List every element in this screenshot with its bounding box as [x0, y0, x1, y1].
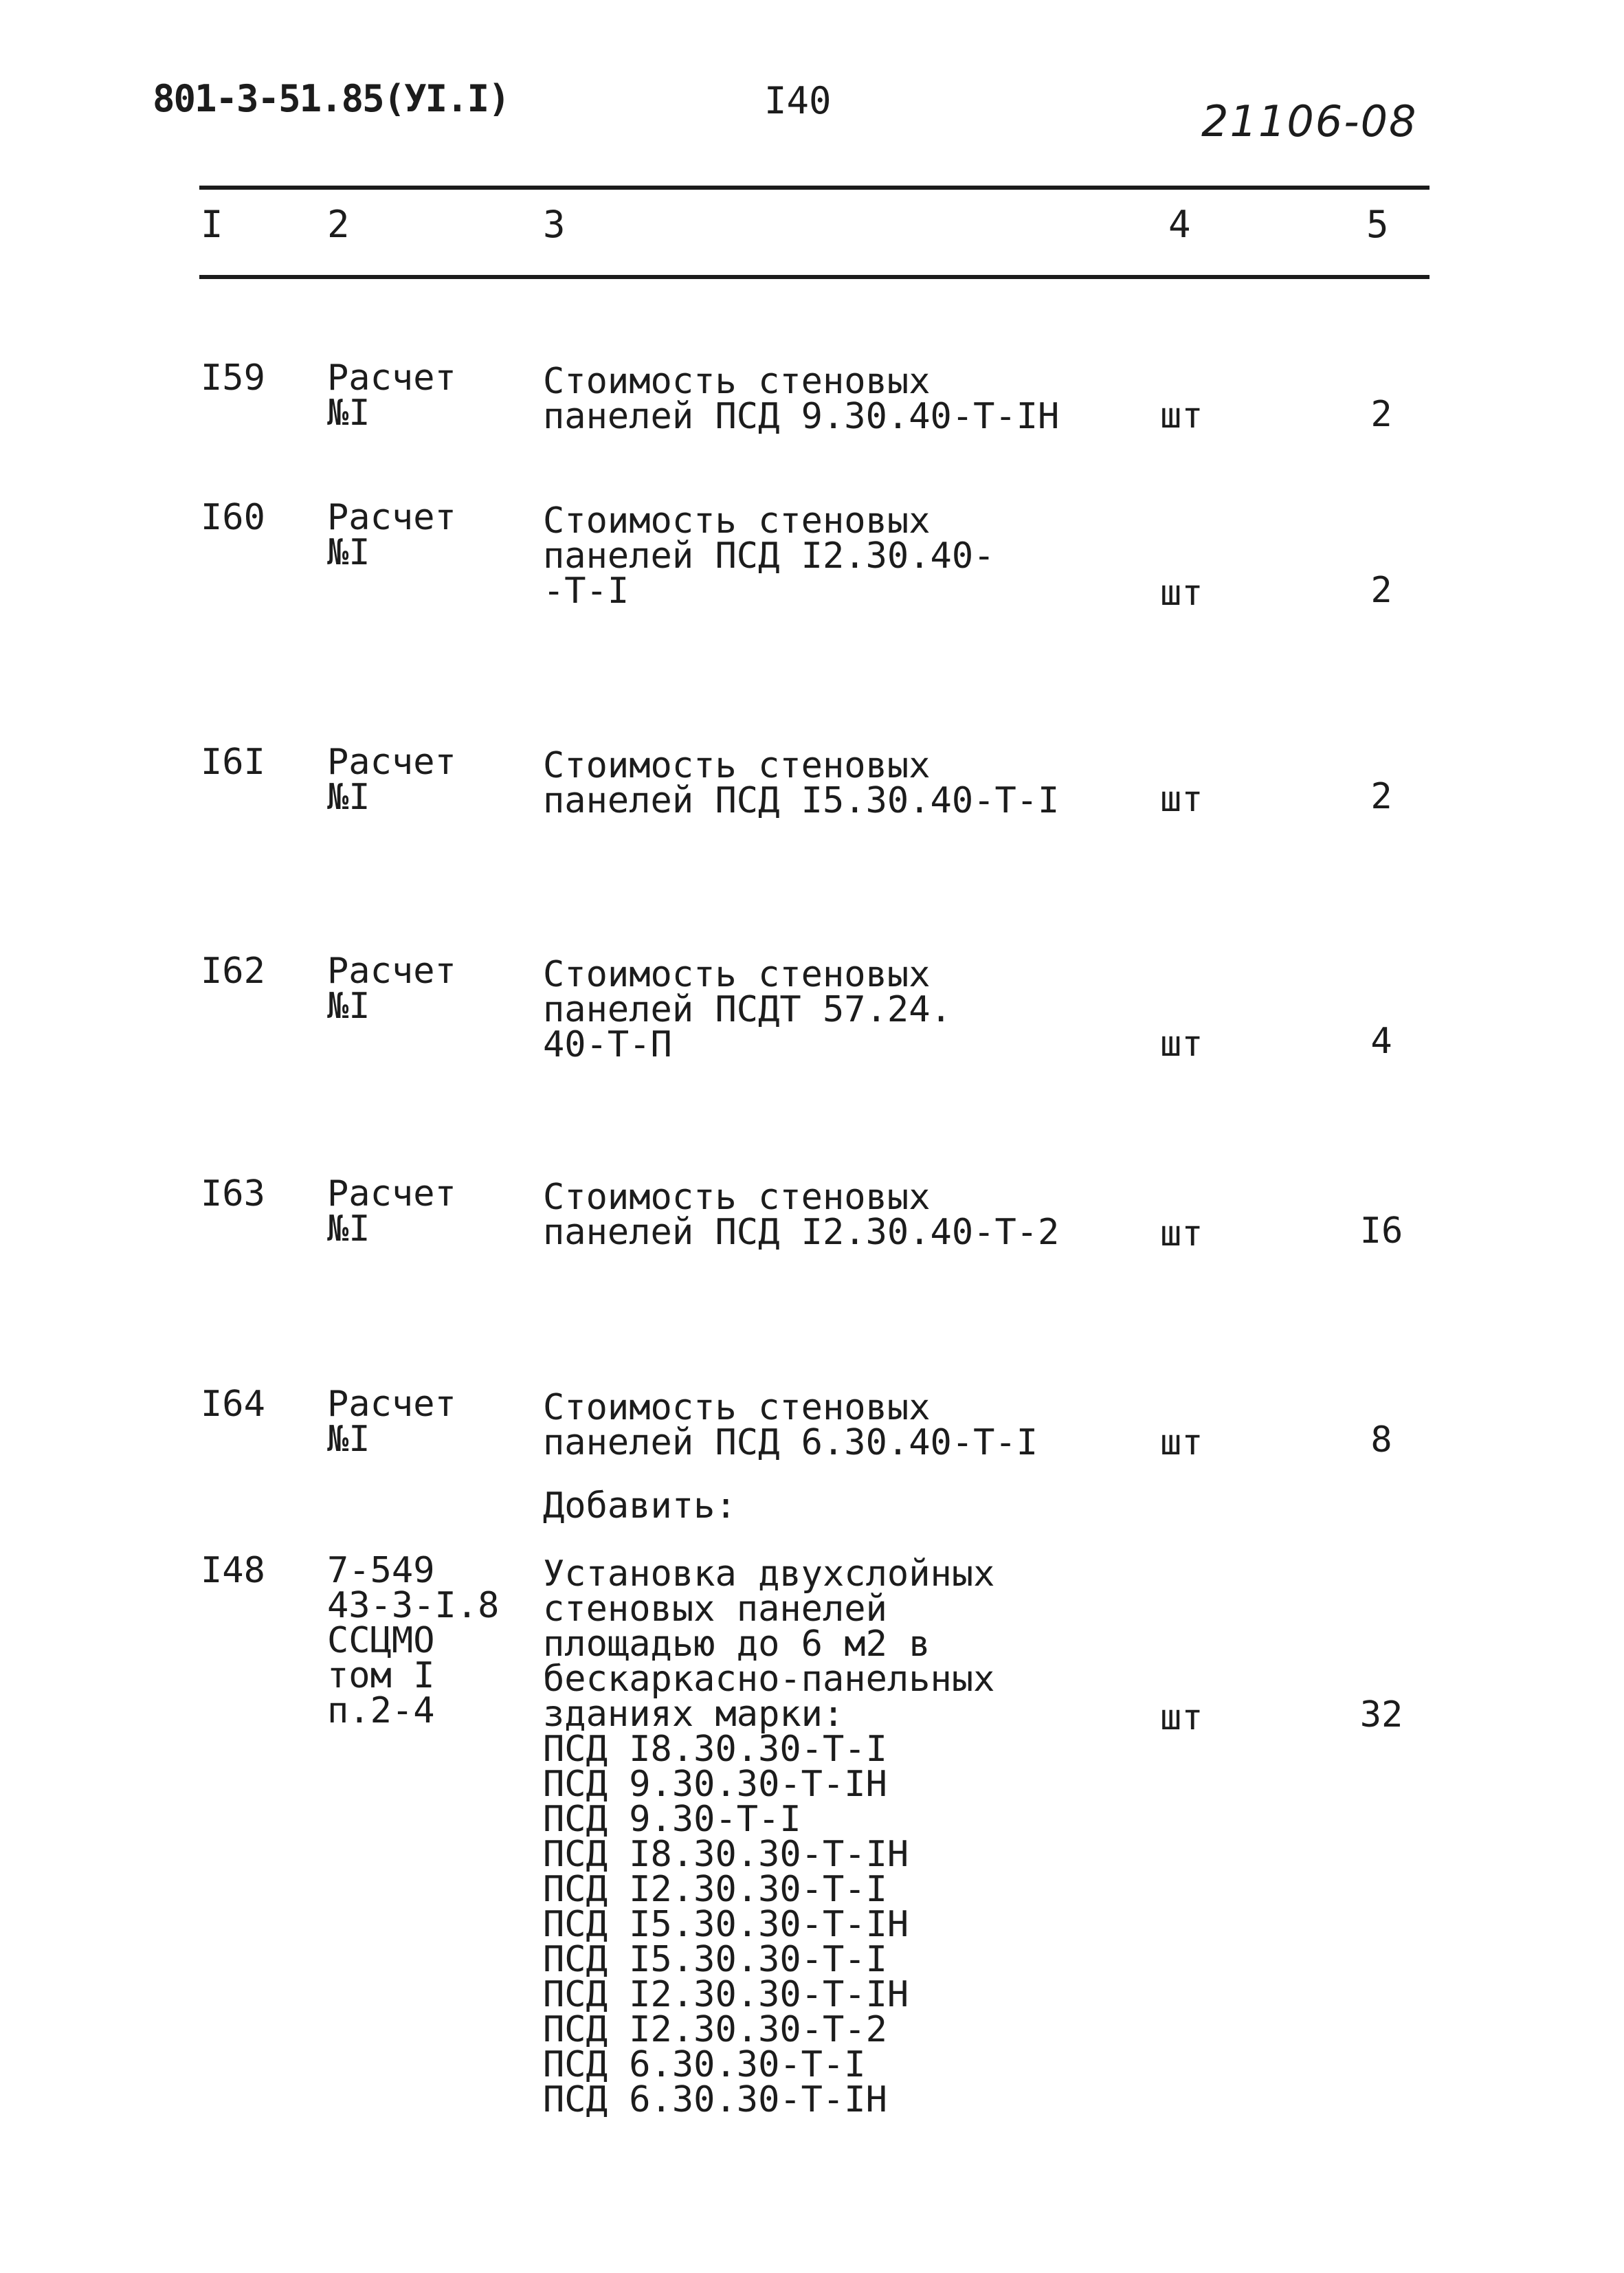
row-unit: шт — [1160, 573, 1203, 614]
column-header-3: 3 — [543, 203, 566, 246]
row-description: Стоимость стеновых панелей ПСД 6.30.40-Т-I — [543, 1387, 1038, 1463]
row-description: Стоимость стеновых панелей ПСДТ 57.24. 40-Т-П — [543, 954, 952, 1065]
row-number: I64 — [201, 1384, 265, 1425]
row-number: I60 — [201, 497, 265, 538]
row-unit: шт — [1160, 1213, 1203, 1254]
row-quantity: 32 — [1359, 1694, 1403, 1736]
row-quantity: 2 — [1370, 776, 1392, 817]
row-unit: шт — [1160, 1023, 1203, 1065]
row-unit: шт — [1160, 1697, 1203, 1738]
document-code: 801-3-51.85(УI.I) — [153, 77, 509, 120]
column-header-1: I — [201, 203, 223, 246]
row-description: Стоимость стеновых панелей ПСД I2.30.40-Т-2 — [543, 1177, 1060, 1253]
row-quantity: 2 — [1370, 394, 1392, 435]
row-description: Стоимость стеновых панелей ПСД I2.30.40- -Т-I — [543, 500, 995, 612]
row-reference: Расчет №I — [327, 497, 456, 573]
archive-number: 21106-08 — [1201, 96, 1418, 146]
row-reference: Расчет №I — [327, 1384, 456, 1460]
row-unit: шт — [1160, 395, 1203, 436]
table-header-rule — [199, 275, 1430, 279]
row-quantity: 4 — [1370, 1021, 1392, 1062]
table-top-rule — [199, 186, 1430, 190]
column-header-2: 2 — [327, 203, 350, 246]
row-unit: шт — [1160, 1422, 1203, 1463]
row-reference: Расчет №I — [327, 357, 456, 434]
row-quantity: 8 — [1370, 1419, 1392, 1461]
column-header-4: 4 — [1168, 203, 1191, 246]
row-reference: Расчет №I — [327, 951, 456, 1027]
add-section-label: Добавить: — [543, 1485, 737, 1527]
row-number: I62 — [201, 951, 265, 992]
row-number: I59 — [201, 357, 265, 399]
row-reference: 7-549 43-3-I.8 ССЦМО том I п.2-4 — [327, 1550, 500, 1731]
row-number: I63 — [201, 1173, 265, 1215]
row-reference: Расчет №I — [327, 742, 456, 818]
row-number: I6I — [201, 742, 265, 783]
row-description: Стоимость стеновых панелей ПСД I5.30.40-Т-I — [543, 745, 1060, 821]
page-number: I40 — [764, 79, 832, 122]
row-number: I48 — [201, 1550, 265, 1591]
row-unit: шт — [1160, 779, 1203, 820]
row-quantity: 2 — [1370, 570, 1392, 611]
row-description: Стоимость стеновых панелей ПСД 9.30.40-Т-IН — [543, 361, 1060, 437]
row-description: Установка двухслойных стеновых панелей площадью до 6 м2 в бескаркасно-панельных зданиях марки: ПСД I8.30.30-Т-I ПСД 9.30.30-Т-IН ПСД 9.30-Т-I ПСД I8.30.30-Т-IН ПСД I2.30.30-Т-I ПСД I5.30.30-Т-IН ПСД I5.30.30-Т-I ПСД I2.30.30-Т-IН ПСД I2.30.30-Т-2 ПСД 6.30.30-Т-I ПСД 6.30.30-Т-IН — [543, 1553, 995, 2120]
row-reference: Расчет №I — [327, 1173, 456, 1250]
row-quantity: I6 — [1359, 1210, 1403, 1252]
column-header-5: 5 — [1366, 203, 1389, 246]
